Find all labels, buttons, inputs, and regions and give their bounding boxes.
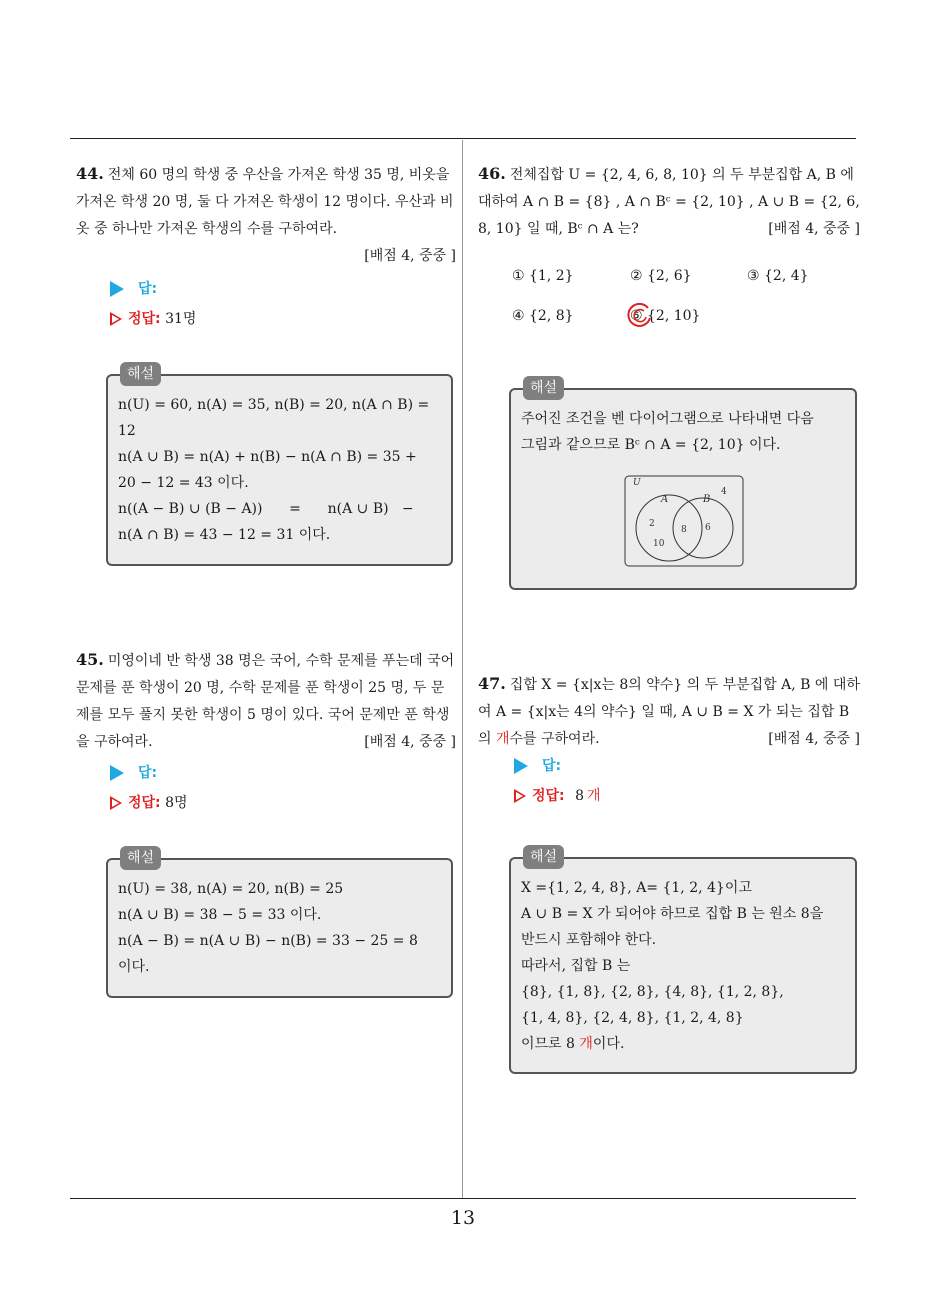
score-tag: [배점 4, 중중 ] bbox=[768, 221, 860, 237]
answer-line: 답: bbox=[478, 751, 860, 781]
explanation-line: n(A ∩ B) = 43 − 12 = 31 이다. bbox=[118, 527, 331, 543]
explanation-line: {1, 4, 8}, {2, 4, 8}, {1, 2, 4, 8} bbox=[521, 1010, 744, 1026]
explanation-line: 12 bbox=[118, 423, 136, 439]
choice-1[interactable]: ① {1, 2} bbox=[512, 268, 574, 284]
question-number: 47. bbox=[478, 674, 506, 693]
explanation-line: 이다. bbox=[118, 959, 150, 975]
top-rule bbox=[70, 138, 856, 139]
explanation-line: 20 − 12 = 43 이다. bbox=[118, 475, 249, 491]
question-45 bbox=[76, 646, 456, 818]
explanation-line: {8}, {1, 8}, {2, 8}, {4, 8}, {1, 2, 8}, bbox=[521, 984, 784, 1000]
question-number: 46. bbox=[478, 164, 506, 183]
question-number: 44. bbox=[76, 164, 104, 183]
venn-b-only-value: 6 bbox=[705, 523, 711, 533]
explanation-line: 주어진 조건을 벤 다이어그램으로 나타내면 다음 bbox=[521, 411, 814, 427]
answer-line: 답: bbox=[76, 758, 456, 788]
explanation-line: A ∪ B = X 가 되어야 하므로 집합 B 는 원소 8을 bbox=[521, 906, 824, 922]
play-icon bbox=[110, 281, 124, 297]
explanation-label: 해설 bbox=[120, 846, 161, 870]
choice-2[interactable]: ② {2, 6} bbox=[630, 268, 692, 284]
choice-3[interactable]: ③ {2, 4} bbox=[747, 268, 809, 284]
explanation-box-44 bbox=[106, 366, 453, 566]
explanation-line: n(A ∪ B) = n(A) + n(B) − n(A ∩ B) = 35 + bbox=[118, 449, 417, 465]
play-icon bbox=[514, 758, 528, 774]
explanation-line: n((A − B) ∪ (B − A)) = n(A ∪ B) − bbox=[118, 501, 414, 517]
explanation-box-45 bbox=[106, 850, 453, 998]
venn-outside-value: 4 bbox=[721, 487, 727, 497]
outline-triangle-icon bbox=[514, 789, 526, 803]
score-tag: [배점 4, 중중 ] bbox=[364, 734, 456, 750]
bottom-rule bbox=[70, 1198, 856, 1199]
explanation-line: X ={1, 2, 4, 8}, A= {1, 2, 4}이고 bbox=[521, 880, 752, 896]
question-46-text: 46. 전체집합 U = {2, 4, 6, 8, 10} 의 두 부분집합 A, B 에 대하여 A ∩ B = {8} , A ∩ Bᶜ = {2, 10} , A ∪ B = {2, 6, 8, 10} 일 때, Bᶜ ∩ A 는? bbox=[478, 164, 860, 237]
venn-a-only-value: 10 bbox=[653, 539, 665, 549]
question-number: 45. bbox=[76, 650, 104, 669]
explanation-label: 해설 bbox=[523, 376, 564, 400]
score-tag: [배점 4, 중중 ] bbox=[364, 248, 456, 264]
explanation-box-46 bbox=[509, 380, 857, 590]
explanation-line: n(A ∪ B) = 38 − 5 = 33 이다. bbox=[118, 907, 322, 923]
outline-triangle-icon bbox=[110, 796, 122, 810]
explanation-line: n(A − B) = n(A ∪ B) − n(B) = 33 − 25 = 8 bbox=[118, 933, 418, 949]
selected-mark-icon bbox=[624, 302, 654, 330]
explanation-line: 그림과 같으므로 Bᶜ ∩ A = {2, 10} 이다. bbox=[521, 437, 781, 453]
choice-4[interactable]: ④ {2, 8} bbox=[512, 308, 574, 324]
explanation-line: 이므로 8 개이다. bbox=[521, 1036, 625, 1052]
question-47 bbox=[478, 670, 860, 811]
venn-diagram bbox=[623, 474, 747, 570]
venn-a-only-value: 2 bbox=[649, 519, 655, 529]
play-icon bbox=[110, 765, 124, 781]
explanation-box-47 bbox=[509, 849, 857, 1074]
explanation-label: 해설 bbox=[120, 362, 161, 386]
venn-intersection-value: 8 bbox=[681, 525, 687, 535]
correct-answer-line: 정답: 8명 bbox=[76, 788, 456, 818]
outline-triangle-icon bbox=[110, 312, 122, 326]
correct-answer-line: 정답: 31명 bbox=[76, 304, 456, 334]
page-number: 13 bbox=[450, 1207, 476, 1229]
venn-label-U: U bbox=[633, 478, 641, 488]
answer-line: 답: bbox=[76, 274, 456, 304]
explanation-label: 해설 bbox=[523, 845, 564, 869]
explanation-line: n(U) = 60, n(A) = 35, n(B) = 20, n(A ∩ B) = bbox=[118, 397, 430, 413]
explanation-line: 따라서, 집합 B 는 bbox=[521, 958, 631, 974]
score-tag: [배점 4, 중중 ] bbox=[768, 731, 860, 747]
explanation-line: 반드시 포함해야 한다. bbox=[521, 932, 657, 948]
explanation-line: n(U) = 38, n(A) = 20, n(B) = 25 bbox=[118, 881, 344, 897]
question-47-text: 47. 집합 X = {x|x는 8의 약수} 의 두 부분집합 A, B 에 대하여 A = {x|x는 4의 약수} 일 때, A ∪ B = X 가 되는 집합 B 의 개수를 구하여라. bbox=[478, 674, 860, 747]
question-45-text: 45. 미영이네 반 학생 38 명은 국어, 수학 문제를 푸는데 국어 문제를 푼 학생이 20 명, 수학 문제를 푼 학생이 25 명, 두 문제를 모두 풀지 못한 학생이 5 명이 있다. 국어 문제만 푼 학생을 구하여라. bbox=[76, 650, 455, 750]
column-divider bbox=[462, 140, 463, 1198]
venn-label-B: B bbox=[703, 494, 711, 505]
choice-5[interactable]: ⑤ {2, 10} bbox=[630, 308, 701, 324]
venn-label-A: A bbox=[661, 494, 669, 505]
question-44-text: 44. 전체 60 명의 학생 중 우산을 가져온 학생 35 명, 비옷을 가져온 학생 20 명, 둘 다 가져온 학생이 12 명이다. 우산과 비옷 중 하나만 가져온 학생의 수를 구하여라. bbox=[76, 164, 454, 237]
question-46 bbox=[478, 160, 860, 243]
question-44 bbox=[76, 160, 456, 334]
correct-answer-line: 정답: 8 개 bbox=[478, 781, 860, 811]
